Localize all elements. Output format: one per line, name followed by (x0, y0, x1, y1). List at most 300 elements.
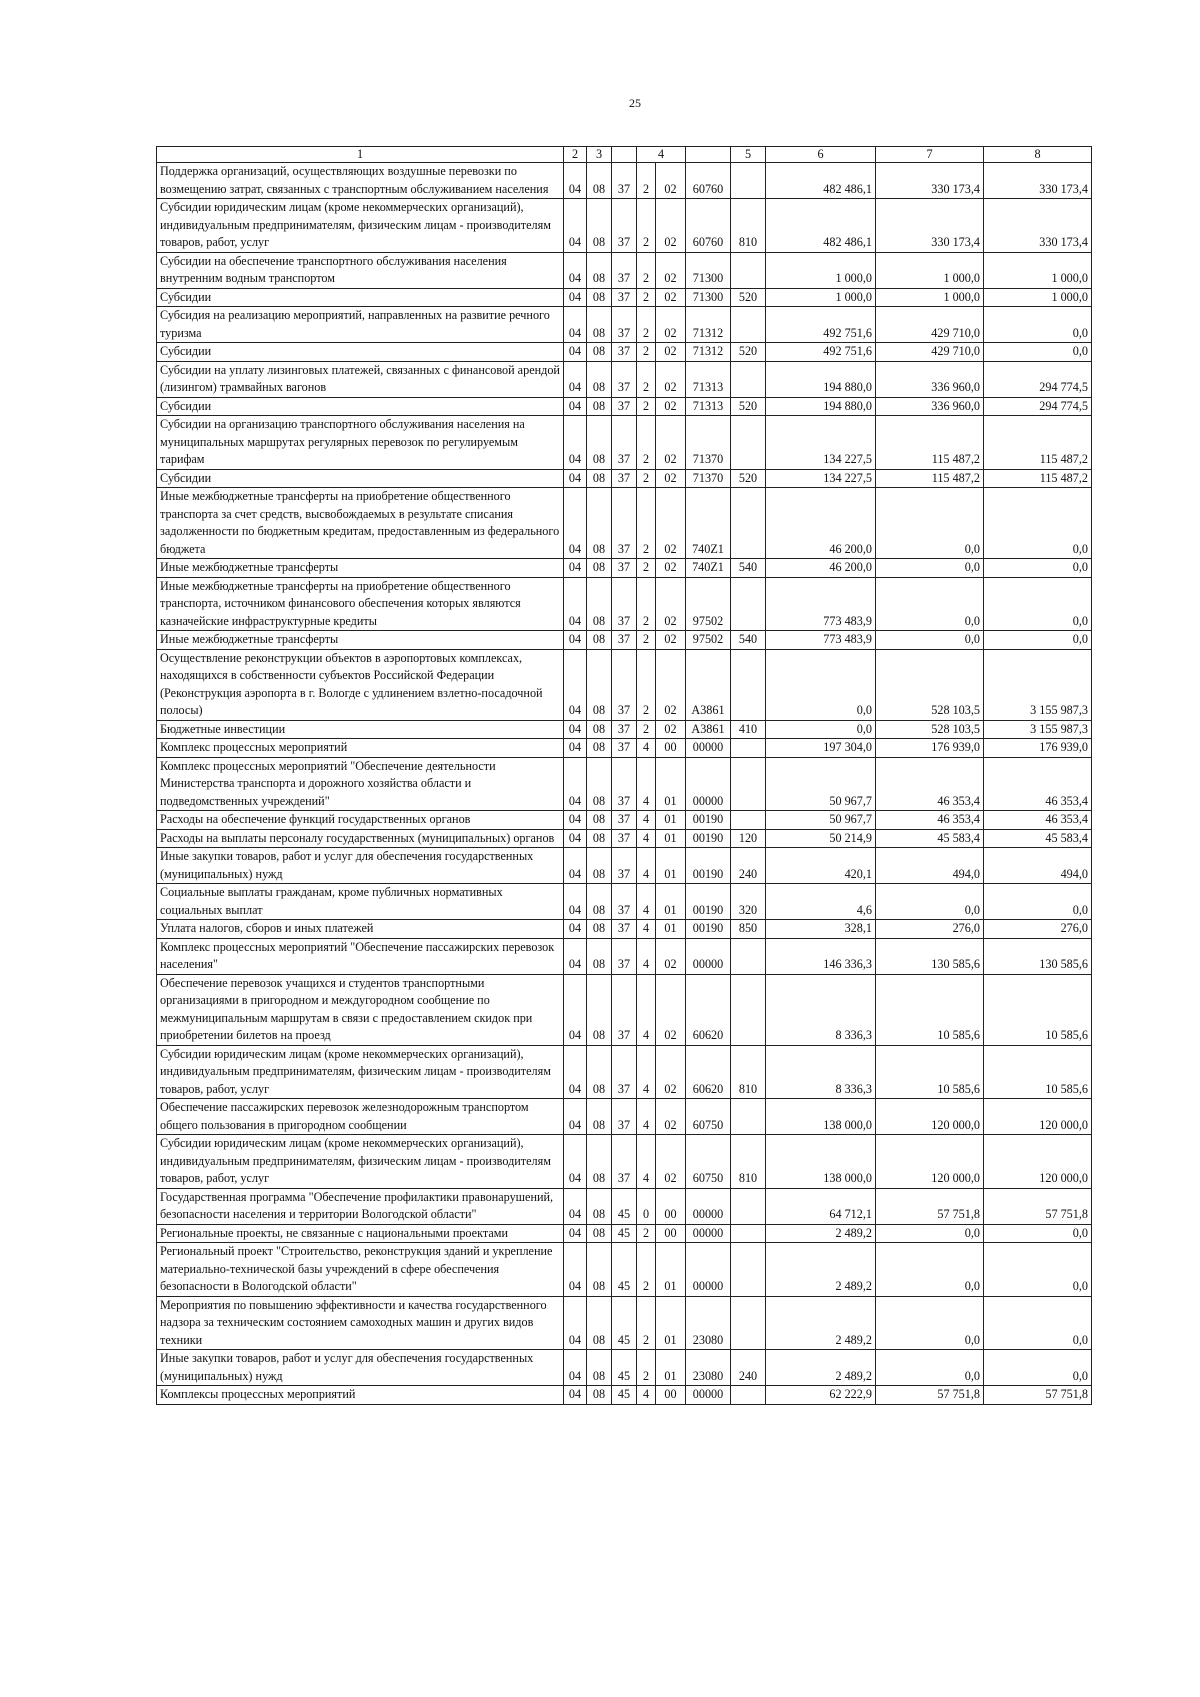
code-subsection: 08 (587, 307, 612, 343)
amount-col-8: 1 000,0 (984, 288, 1092, 307)
code-section: 04 (564, 739, 587, 758)
code-event: 02 (656, 974, 686, 1045)
amount-col-8: 0,0 (984, 577, 1092, 631)
row-name: Субсидии юридическим лицам (кроме некоммерческих организаций), индивидуальным предпринимателям, физическим лицам - производителям товаров, работ, услуг (157, 1135, 564, 1189)
code-program: 45 (612, 1224, 637, 1243)
code-subprogram: 2 (637, 343, 656, 362)
header-col-6: 6 (766, 147, 876, 163)
table-row (157, 416, 1092, 470)
amount-col-6: 146 336,3 (766, 938, 876, 974)
amount-col-6: 138 000,0 (766, 1135, 876, 1189)
code-direction: 71312 (686, 307, 731, 343)
amount-col-6: 138 000,0 (766, 1099, 876, 1135)
row-name: Иные закупки товаров, работ и услуг для обеспечения государственных (муниципальных) нужд (157, 1350, 564, 1386)
code-section: 04 (564, 938, 587, 974)
code-direction: 00190 (686, 848, 731, 884)
code-event: 00 (656, 1188, 686, 1224)
code-direction: 00000 (686, 757, 731, 811)
amount-col-7: 120 000,0 (876, 1099, 984, 1135)
amount-col-6: 0,0 (766, 649, 876, 720)
code-program: 37 (612, 1045, 637, 1099)
code-subprogram: 2 (637, 163, 656, 199)
code-event: 01 (656, 811, 686, 830)
code-subprogram: 2 (637, 252, 656, 288)
code-subsection: 08 (587, 720, 612, 739)
header-col-1: 1 (157, 147, 564, 163)
code-section: 04 (564, 631, 587, 650)
row-name: Мероприятия по повышению эффективности и качества государственного надзора за техническим состоянием самоходных машин и других видов техники (157, 1296, 564, 1350)
code-direction: 71300 (686, 252, 731, 288)
table-row (157, 469, 1092, 488)
amount-col-6: 773 483,9 (766, 631, 876, 650)
amount-col-6: 197 304,0 (766, 739, 876, 758)
code-event: 02 (656, 252, 686, 288)
code-section: 04 (564, 343, 587, 362)
row-name: Социальные выплаты гражданам, кроме публичных нормативных социальных выплат (157, 884, 564, 920)
amount-col-8: 0,0 (984, 1350, 1092, 1386)
header-col-4c (686, 147, 731, 163)
code-section: 04 (564, 974, 587, 1045)
code-subprogram: 2 (637, 649, 656, 720)
code-direction: 97502 (686, 577, 731, 631)
amount-col-7: 0,0 (876, 631, 984, 650)
code-section: 04 (564, 397, 587, 416)
code-subprogram: 2 (637, 1224, 656, 1243)
code-section: 04 (564, 920, 587, 939)
code-subsection: 08 (587, 416, 612, 470)
code-direction: 23080 (686, 1350, 731, 1386)
amount-col-6: 134 227,5 (766, 416, 876, 470)
table-row (157, 848, 1092, 884)
code-event: 01 (656, 1296, 686, 1350)
amount-col-7: 0,0 (876, 1224, 984, 1243)
table-row (157, 163, 1092, 199)
header-col-4: 4 (637, 147, 686, 163)
row-name: Расходы на обеспечение функций государственных органов (157, 811, 564, 830)
code-event: 02 (656, 938, 686, 974)
amount-col-7: 330 173,4 (876, 163, 984, 199)
code-expense-type: 120 (731, 829, 766, 848)
table-row (157, 1099, 1092, 1135)
code-section: 04 (564, 1224, 587, 1243)
amount-col-6: 194 880,0 (766, 397, 876, 416)
row-name: Обеспечение пассажирских перевозок железнодорожным транспортом общего пользования в пригородном сообщении (157, 1099, 564, 1135)
amount-col-6: 50 214,9 (766, 829, 876, 848)
table-row (157, 1224, 1092, 1243)
amount-col-8: 1 000,0 (984, 252, 1092, 288)
code-expense-type (731, 1243, 766, 1297)
amount-col-8: 494,0 (984, 848, 1092, 884)
code-program: 45 (612, 1296, 637, 1350)
amount-col-6: 2 489,2 (766, 1350, 876, 1386)
amount-col-8: 330 173,4 (984, 163, 1092, 199)
amount-col-6: 50 967,7 (766, 811, 876, 830)
code-subprogram: 4 (637, 1386, 656, 1405)
row-name: Субсидия на реализацию мероприятий, направленных на развитие речного туризма (157, 307, 564, 343)
code-expense-type: 240 (731, 848, 766, 884)
code-section: 04 (564, 757, 587, 811)
amount-col-6: 46 200,0 (766, 559, 876, 578)
amount-col-8: 3 155 987,3 (984, 720, 1092, 739)
code-direction: 00000 (686, 938, 731, 974)
code-expense-type: 810 (731, 199, 766, 253)
code-program: 37 (612, 757, 637, 811)
row-name: Комплекс процессных мероприятий "Обеспечение деятельности Министерства транспорта и дорожного хозяйства области и подведомственных учреждений" (157, 757, 564, 811)
amount-col-6: 492 751,6 (766, 307, 876, 343)
code-event: 00 (656, 1224, 686, 1243)
code-subsection: 08 (587, 288, 612, 307)
code-subprogram: 2 (637, 199, 656, 253)
code-program: 37 (612, 829, 637, 848)
table-row (157, 974, 1092, 1045)
code-event: 02 (656, 559, 686, 578)
row-name: Поддержка организаций, осуществляющих воздушные перевозки по возмещению затрат, связанных с транспортным обслуживанием населения (157, 163, 564, 199)
code-event: 02 (656, 577, 686, 631)
code-subprogram: 4 (637, 757, 656, 811)
code-expense-type: 850 (731, 920, 766, 939)
table-row (157, 1135, 1092, 1189)
code-subsection: 08 (587, 757, 612, 811)
code-program: 37 (612, 739, 637, 758)
code-direction: 740Z1 (686, 488, 731, 559)
code-expense-type: 240 (731, 1350, 766, 1386)
amount-col-6: 134 227,5 (766, 469, 876, 488)
code-subsection: 08 (587, 361, 612, 397)
code-direction: 00190 (686, 920, 731, 939)
code-direction: 00000 (686, 1224, 731, 1243)
code-subprogram: 2 (637, 1243, 656, 1297)
code-event: 02 (656, 199, 686, 253)
code-subsection: 08 (587, 343, 612, 362)
amount-col-7: 57 751,8 (876, 1386, 984, 1405)
code-direction: 97502 (686, 631, 731, 650)
amount-col-8: 276,0 (984, 920, 1092, 939)
code-section: 04 (564, 577, 587, 631)
code-direction: 740Z1 (686, 559, 731, 578)
amount-col-8: 294 774,5 (984, 397, 1092, 416)
code-expense-type (731, 649, 766, 720)
code-expense-type (731, 361, 766, 397)
table-row (157, 884, 1092, 920)
amount-col-6: 2 489,2 (766, 1224, 876, 1243)
code-direction: 60760 (686, 199, 731, 253)
header-col-7: 7 (876, 147, 984, 163)
amount-col-8: 120 000,0 (984, 1099, 1092, 1135)
table-row (157, 307, 1092, 343)
code-direction: 71370 (686, 469, 731, 488)
code-subprogram: 4 (637, 829, 656, 848)
code-program: 37 (612, 974, 637, 1045)
code-expense-type: 540 (731, 631, 766, 650)
table-row (157, 920, 1092, 939)
row-name: Иные закупки товаров, работ и услуг для обеспечения государственных (муниципальных) нужд (157, 848, 564, 884)
code-program: 37 (612, 649, 637, 720)
code-subsection: 08 (587, 811, 612, 830)
table-row (157, 199, 1092, 253)
code-section: 04 (564, 1188, 587, 1224)
amount-col-8: 10 585,6 (984, 974, 1092, 1045)
amount-col-8: 0,0 (984, 631, 1092, 650)
amount-col-6: 4,6 (766, 884, 876, 920)
code-program: 37 (612, 343, 637, 362)
table-row (157, 829, 1092, 848)
table-row (157, 811, 1092, 830)
amount-col-8: 0,0 (984, 884, 1092, 920)
code-section: 04 (564, 252, 587, 288)
row-name: Субсидии юридическим лицам (кроме некоммерческих организаций), индивидуальным предпринимателям, физическим лицам - производителям товаров, работ, услуг (157, 1045, 564, 1099)
table-row (157, 631, 1092, 650)
row-name: Иные межбюджетные трансферты (157, 631, 564, 650)
code-subprogram: 2 (637, 288, 656, 307)
amount-col-7: 45 583,4 (876, 829, 984, 848)
amount-col-7: 0,0 (876, 1296, 984, 1350)
code-subprogram: 2 (637, 559, 656, 578)
code-program: 37 (612, 577, 637, 631)
row-name: Уплата налогов, сборов и иных платежей (157, 920, 564, 939)
code-direction: 00000 (686, 739, 731, 758)
code-event: 01 (656, 1350, 686, 1386)
row-name: Бюджетные инвестиции (157, 720, 564, 739)
code-program: 37 (612, 288, 637, 307)
amount-col-8: 0,0 (984, 1243, 1092, 1297)
code-program: 37 (612, 397, 637, 416)
code-program: 37 (612, 252, 637, 288)
amount-col-6: 492 751,6 (766, 343, 876, 362)
code-direction: 60620 (686, 974, 731, 1045)
code-section: 04 (564, 416, 587, 470)
code-subsection: 08 (587, 884, 612, 920)
code-event: 02 (656, 307, 686, 343)
code-direction: 00000 (686, 1243, 731, 1297)
code-section: 04 (564, 163, 587, 199)
code-direction: 00000 (686, 1188, 731, 1224)
code-direction: 00190 (686, 884, 731, 920)
code-direction: 60760 (686, 163, 731, 199)
amount-col-6: 64 712,1 (766, 1188, 876, 1224)
code-subsection: 08 (587, 559, 612, 578)
code-direction: 00190 (686, 829, 731, 848)
amount-col-8: 115 487,2 (984, 469, 1092, 488)
code-subsection: 08 (587, 739, 612, 758)
code-program: 37 (612, 920, 637, 939)
table-row (157, 288, 1092, 307)
code-expense-type (731, 739, 766, 758)
code-subsection: 08 (587, 397, 612, 416)
table-row (157, 559, 1092, 578)
code-subsection: 08 (587, 1386, 612, 1405)
code-subprogram: 4 (637, 974, 656, 1045)
code-direction: 23080 (686, 1296, 731, 1350)
row-name: Иные межбюджетные трансферты на приобретение общественного транспорта, источником финансового обеспечения которых являются казначейские инфраструктурные кредиты (157, 577, 564, 631)
code-program: 37 (612, 307, 637, 343)
amount-col-8: 294 774,5 (984, 361, 1092, 397)
code-expense-type: 520 (731, 469, 766, 488)
amount-col-7: 10 585,6 (876, 974, 984, 1045)
code-section: 04 (564, 720, 587, 739)
table-row (157, 577, 1092, 631)
amount-col-6: 482 486,1 (766, 163, 876, 199)
code-subprogram: 4 (637, 1099, 656, 1135)
row-name: Региональные проекты, не связанные с национальными проектами (157, 1224, 564, 1243)
code-expense-type (731, 1386, 766, 1405)
code-subprogram: 2 (637, 631, 656, 650)
amount-col-7: 115 487,2 (876, 416, 984, 470)
row-name: Комплекс процессных мероприятий (157, 739, 564, 758)
code-event: 02 (656, 361, 686, 397)
amount-col-7: 57 751,8 (876, 1188, 984, 1224)
amount-col-8: 0,0 (984, 343, 1092, 362)
amount-col-8: 0,0 (984, 1224, 1092, 1243)
amount-col-8: 176 939,0 (984, 739, 1092, 758)
table-row (157, 1386, 1092, 1405)
amount-col-6: 46 200,0 (766, 488, 876, 559)
amount-col-6: 194 880,0 (766, 361, 876, 397)
code-program: 37 (612, 811, 637, 830)
amount-col-8: 46 353,4 (984, 811, 1092, 830)
table-row (157, 739, 1092, 758)
code-program: 37 (612, 938, 637, 974)
amount-col-7: 10 585,6 (876, 1045, 984, 1099)
code-program: 37 (612, 361, 637, 397)
code-program: 37 (612, 720, 637, 739)
code-expense-type (731, 1224, 766, 1243)
code-subsection: 08 (587, 1243, 612, 1297)
table-row (157, 397, 1092, 416)
code-expense-type (731, 974, 766, 1045)
code-subsection: 08 (587, 631, 612, 650)
amount-col-6: 2 489,2 (766, 1243, 876, 1297)
header-row (157, 147, 1092, 163)
code-section: 04 (564, 1045, 587, 1099)
code-event: 02 (656, 163, 686, 199)
code-expense-type (731, 163, 766, 199)
code-subsection: 08 (587, 1099, 612, 1135)
code-program: 45 (612, 1350, 637, 1386)
amount-col-7: 0,0 (876, 1350, 984, 1386)
amount-col-8: 0,0 (984, 307, 1092, 343)
code-expense-type (731, 1188, 766, 1224)
table-row (157, 649, 1092, 720)
row-name: Субсидии на организацию транспортного обслуживания населения на муниципальных маршрутах регулярных перевозок по регулируемым тарифам (157, 416, 564, 470)
code-expense-type (731, 488, 766, 559)
row-name: Субсидии (157, 288, 564, 307)
code-section: 04 (564, 811, 587, 830)
amount-col-7: 46 353,4 (876, 757, 984, 811)
row-name: Субсидии на уплату лизинговых платежей, связанных с финансовой арендой (лизингом) трамвайных вагонов (157, 361, 564, 397)
code-event: 00 (656, 1386, 686, 1405)
code-program: 37 (612, 848, 637, 884)
code-section: 04 (564, 848, 587, 884)
amount-col-6: 420,1 (766, 848, 876, 884)
code-program: 37 (612, 631, 637, 650)
code-subprogram: 4 (637, 920, 656, 939)
code-direction: 00000 (686, 1386, 731, 1405)
code-expense-type (731, 757, 766, 811)
header-col-5: 5 (731, 147, 766, 163)
code-subsection: 08 (587, 938, 612, 974)
amount-col-7: 494,0 (876, 848, 984, 884)
code-expense-type (731, 307, 766, 343)
code-subprogram: 2 (637, 577, 656, 631)
code-direction: 00190 (686, 811, 731, 830)
code-subprogram: 2 (637, 1350, 656, 1386)
code-subprogram: 4 (637, 1045, 656, 1099)
code-program: 45 (612, 1386, 637, 1405)
amount-col-6: 0,0 (766, 720, 876, 739)
header-col-8: 8 (984, 147, 1092, 163)
code-section: 04 (564, 1099, 587, 1135)
table-row (157, 343, 1092, 362)
code-direction: 71313 (686, 361, 731, 397)
budget-table (156, 146, 1092, 1405)
code-program: 37 (612, 199, 637, 253)
code-subprogram: 4 (637, 1135, 656, 1189)
amount-col-8: 330 173,4 (984, 199, 1092, 253)
amount-col-8: 57 751,8 (984, 1386, 1092, 1405)
table-row (157, 720, 1092, 739)
code-section: 04 (564, 488, 587, 559)
code-subsection: 08 (587, 252, 612, 288)
amount-col-7: 0,0 (876, 559, 984, 578)
amount-col-7: 330 173,4 (876, 199, 984, 253)
table-row (157, 757, 1092, 811)
code-section: 04 (564, 307, 587, 343)
row-name: Иные межбюджетные трансферты на приобретение общественного транспорта за счет средств, высвобождаемых в результате списания задолженности по бюджетным кредитам, предоставленным из федерального бюджета (157, 488, 564, 559)
table-row (157, 1045, 1092, 1099)
row-name: Обеспечение перевозок учащихся и студентов транспортными организациями в пригородном и междугородном сообщение по межмуниципальным маршрутам в связи с предоставлением скидок при приобретении билетов на проезд (157, 974, 564, 1045)
code-event: 02 (656, 1135, 686, 1189)
row-name: Государственная программа "Обеспечение профилактики правонарушений, безопасности населения и территории Вологодской области" (157, 1188, 564, 1224)
code-subprogram: 2 (637, 307, 656, 343)
amount-col-8: 57 751,8 (984, 1188, 1092, 1224)
code-direction: 71312 (686, 343, 731, 362)
amount-col-6: 8 336,3 (766, 974, 876, 1045)
row-name: Комплекс процессных мероприятий "Обеспечение пассажирских перевозок населения" (157, 938, 564, 974)
table-row (157, 488, 1092, 559)
code-expense-type (731, 1099, 766, 1135)
amount-col-7: 336 960,0 (876, 397, 984, 416)
table-row (157, 252, 1092, 288)
row-name: Субсидии (157, 469, 564, 488)
code-expense-type (731, 1296, 766, 1350)
amount-col-8: 0,0 (984, 559, 1092, 578)
code-event: 02 (656, 469, 686, 488)
table-row (157, 938, 1092, 974)
code-event: 01 (656, 920, 686, 939)
header-col-3: 3 (587, 147, 612, 163)
code-event: 02 (656, 343, 686, 362)
code-subsection: 08 (587, 920, 612, 939)
header-col-4a (612, 147, 637, 163)
code-subprogram: 4 (637, 811, 656, 830)
code-direction: 71300 (686, 288, 731, 307)
page-number: 25 (629, 96, 641, 110)
amount-col-7: 336 960,0 (876, 361, 984, 397)
amount-col-8: 0,0 (984, 488, 1092, 559)
code-section: 04 (564, 1296, 587, 1350)
code-section: 04 (564, 884, 587, 920)
amount-col-6: 328,1 (766, 920, 876, 939)
amount-col-7: 429 710,0 (876, 307, 984, 343)
amount-col-7: 0,0 (876, 577, 984, 631)
amount-col-7: 1 000,0 (876, 288, 984, 307)
code-event: 01 (656, 829, 686, 848)
code-event: 02 (656, 649, 686, 720)
amount-col-7: 176 939,0 (876, 739, 984, 758)
amount-col-8: 3 155 987,3 (984, 649, 1092, 720)
code-event: 02 (656, 488, 686, 559)
row-name: Комплексы процессных мероприятий (157, 1386, 564, 1405)
